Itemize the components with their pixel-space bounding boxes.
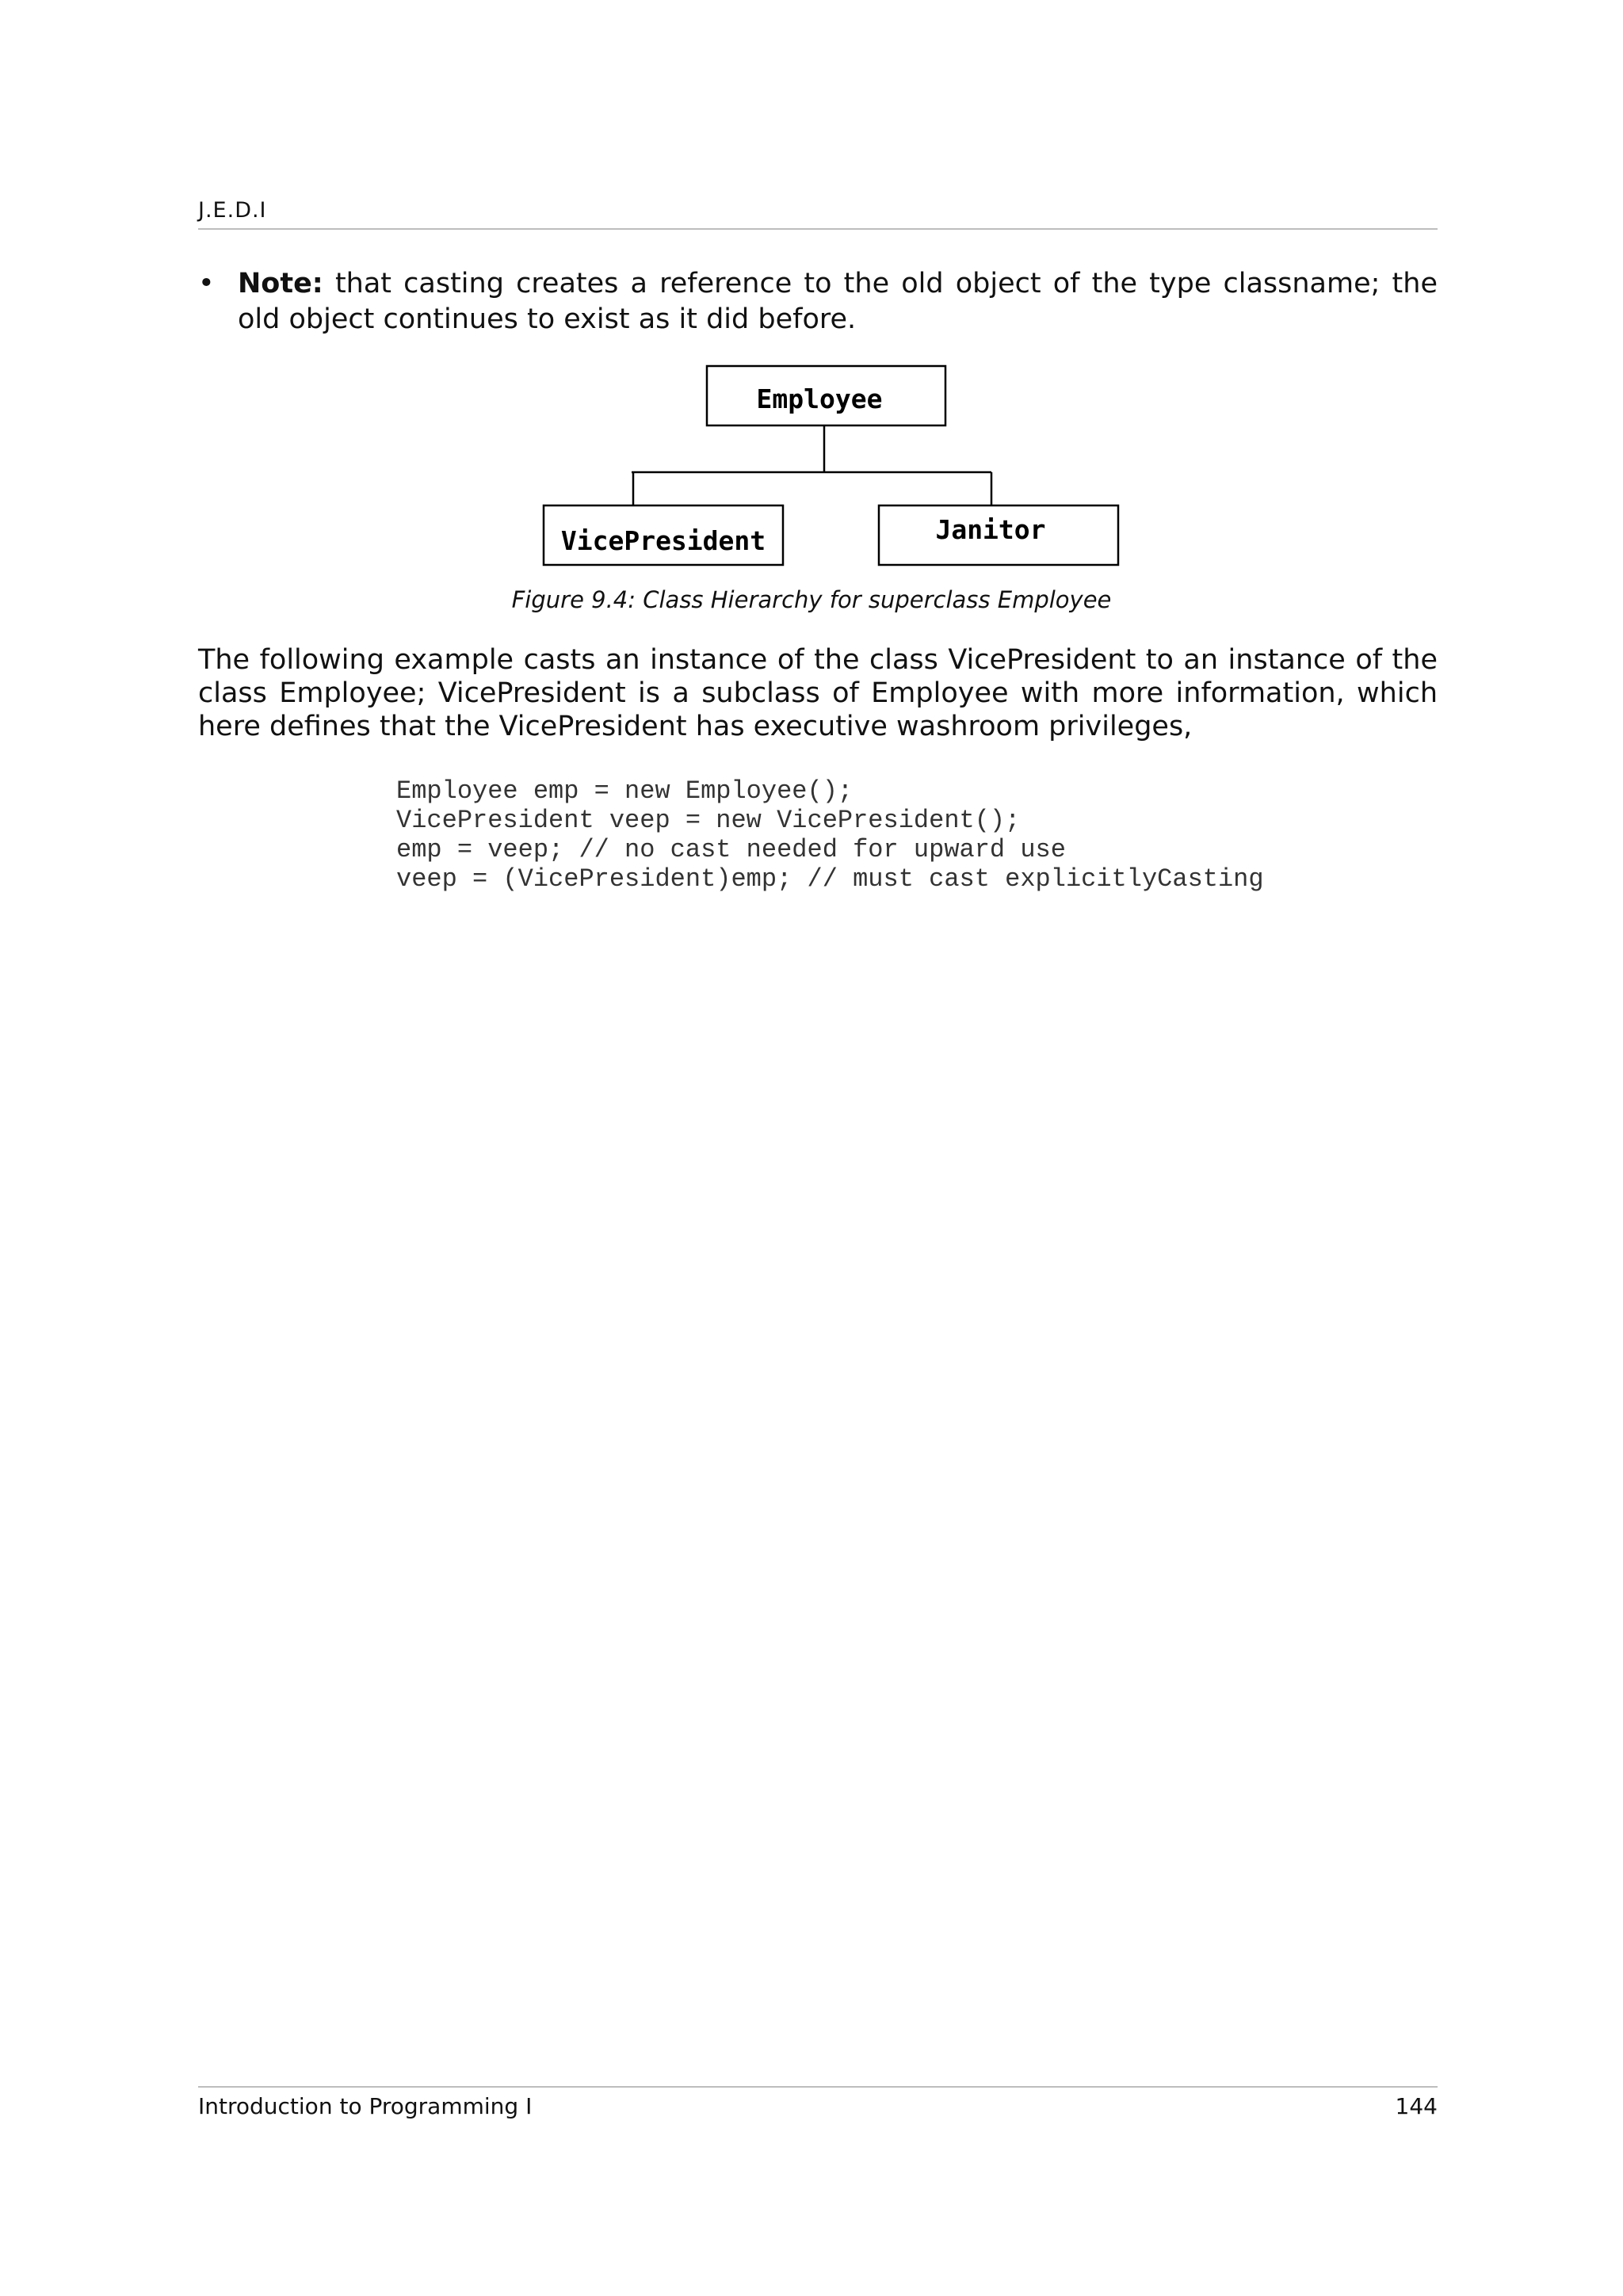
running-header: J.E.D.I xyxy=(198,198,267,223)
footer-title: Introduction to Programming I xyxy=(198,2093,533,2119)
bullet-marker: • xyxy=(198,268,215,299)
janitor-label: Janitor xyxy=(935,514,1046,545)
employee-label: Employee xyxy=(756,383,883,414)
note-text: that casting creates a reference to the old object of the type classname; the old object continues to exist as it did before. xyxy=(238,268,1438,335)
note-bullet-item xyxy=(198,266,1438,338)
code-line: veep = (VicePresident)emp; // must cast explicitlyCasting xyxy=(396,864,1264,894)
vicepresident-box xyxy=(544,505,783,565)
employee-box xyxy=(707,366,945,425)
code-line: Employee emp = new Employee(); xyxy=(396,776,854,806)
code-block xyxy=(396,776,1264,894)
page-number: 144 xyxy=(1395,2093,1438,2119)
note-text-block xyxy=(238,266,1438,338)
footer-rule xyxy=(198,2086,1438,2088)
body-paragraph: The following example casts an instance of the class VicePresident to an instance of the class Employee; VicePresident is a subclass of Employee with more information, which here defines that the VicePresident has executive washroom privileges, xyxy=(198,644,1438,742)
vicepresident-label: VicePresident xyxy=(560,525,766,556)
figure-caption: Figure 9.4: Class Hierarchy for superclass Employee xyxy=(511,586,1112,613)
janitor-box xyxy=(879,505,1118,565)
note-label: Note: xyxy=(238,268,323,299)
header-rule xyxy=(198,228,1438,230)
code-line: emp = veep; // no cast needed for upward use xyxy=(396,835,1066,864)
code-line: VicePresident veep = new VicePresident(); xyxy=(396,806,1021,835)
